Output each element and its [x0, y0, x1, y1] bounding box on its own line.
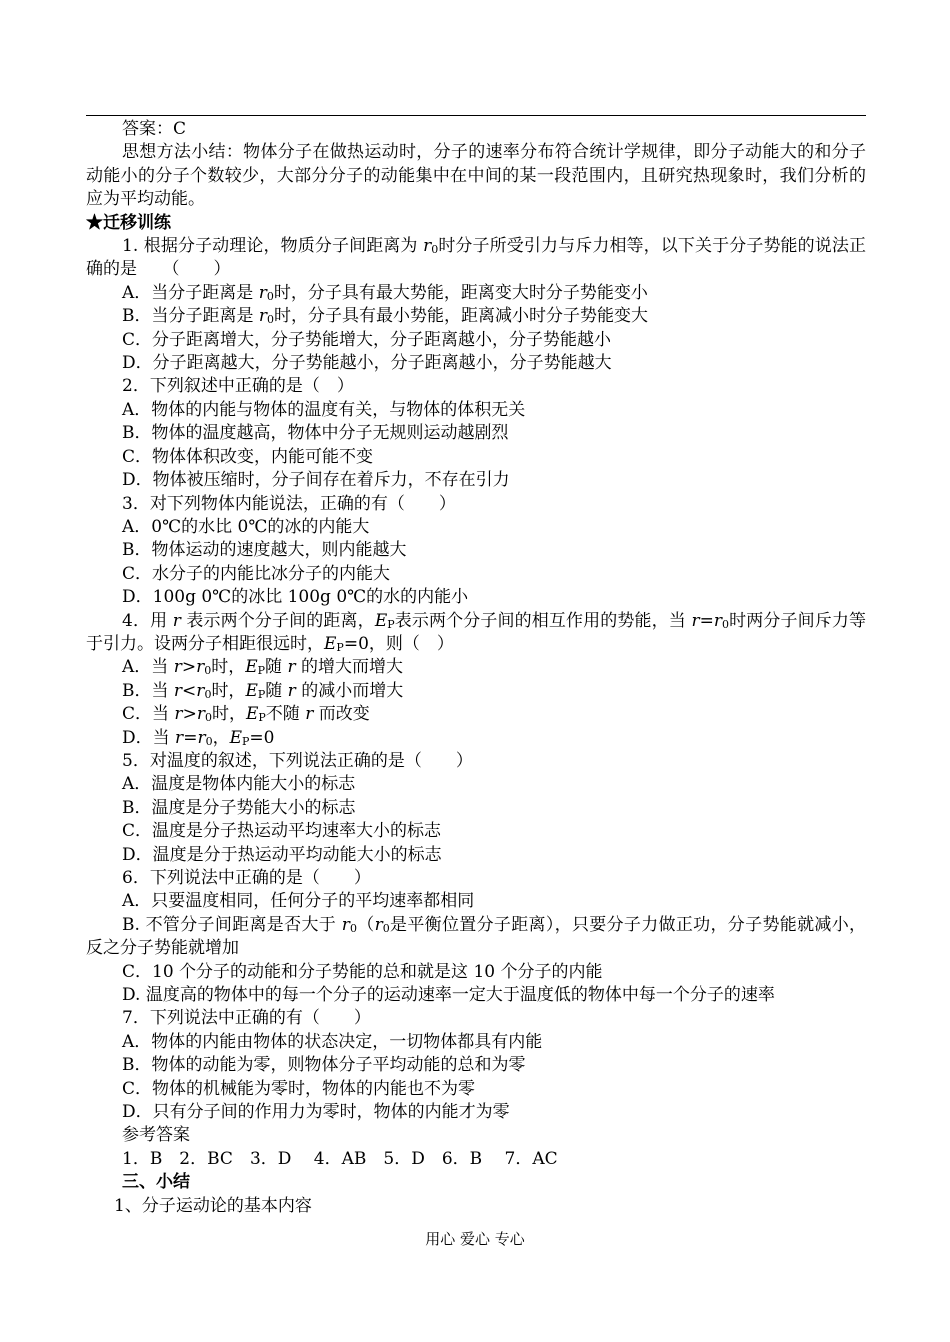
question-5-option-d: D．温度是分于热运动平均动能大小的标志 [122, 844, 442, 865]
summary-item-1: 1、分子运动论的基本内容 [114, 1195, 312, 1216]
section-summary-heading: 三、小结 [122, 1172, 190, 1193]
question-3-option-d: D．100g 0℃的冰比 100g 0℃的水的内能小 [122, 587, 469, 608]
question-2-option-c: C．物体体积改变，内能可能不变 [122, 446, 374, 467]
question-5-option-c: C．温度是分子热运动平均速率大小的标志 [122, 821, 442, 842]
answer-line: 答案：C [122, 119, 187, 139]
question-6-option-c: C．10 个分子的动能和分子势能的总和就是这 10 个分子的内能 [122, 961, 603, 982]
method-summary: 思想方法小结：物体分子在做热运动时，分子的速率分布符合统计学规律，即分子动能大的和分子动能小的分子个数较少，大部分分子的动能集中在中间的某一段范围内，且研究热现象时，我们分析的应为平均动能。 [86, 142, 866, 210]
page-footer: 用心 爱心 专心 [425, 1230, 525, 1248]
question-6-stem: 6．下列说法中正确的是（ ） [122, 868, 371, 888]
question-7-option-b: B．物体的动能为零，则物体分子平均动能的总和为零 [122, 1055, 526, 1076]
question-3-option-c: C．水分子的内能比冰分子的内能大 [122, 563, 391, 584]
question-6-option-d: D. 温度高的物体中的每一个分子的运动速率一定大于温度低的物体中每一个分子的速率 [122, 985, 775, 1006]
reference-answers-title: 参考答案 [122, 1125, 190, 1146]
question-4-option-a: A．当 $r>r_0$时，$E_P$随 r 的增大而增大 [122, 657, 403, 678]
question-1-option-d: D．分子距离越大，分子势能越小，分子距离越小，分子势能越大 [122, 353, 612, 374]
question-7-stem: 7．下列说法中正确的有（ ） [122, 1008, 371, 1029]
question-4-option-c: C．当 $r>r_0$时，$E_P$不随 r 而改变 [122, 704, 370, 725]
question-6-option-b: B. 不管分子间距离是否大于 $r_0(r_0$是平衡位置分子距离），只要分子力做正功，分子势能就减小，反之分子势能就增加 [86, 914, 867, 959]
header-rule [86, 115, 866, 116]
question-3-stem: 3．对下列物体内能说法，正确的有（ ） [122, 493, 456, 514]
question-4-option-d: D．当 $r=r_0$，$E_P=0$ [122, 727, 275, 748]
question-5-option-a: A．温度是物体内能大小的标志 [122, 774, 356, 795]
question-4-option-b: B．当 $r<r_0$时，$E_P$随 r 的减小而增大 [122, 680, 404, 701]
question-7-option-d: D．只有分子间的作用力为零时，物体的内能才为零 [122, 1102, 510, 1123]
question-2-option-a: A．物体的内能与物体的温度有关，与物体的体积无关 [122, 399, 526, 420]
document-body [86, 118, 866, 1218]
question-1-option-b: B．当分子距离是 $r_0$时，分子具有最小势能，距离减小时分子势能变大 [122, 306, 649, 327]
question-1-stem: 1. 根据分子动理论，物质分子间距离为 $r_0$时分子所受引力与斥力相等，以下关于分子势能的说法正确的是 （ ） [86, 236, 867, 280]
question-2-option-b: B．物体的温度越高，物体中分子无规则运动越剧烈 [122, 423, 509, 444]
question-3-option-a: A．0℃的水比 0℃的冰的内能大 [122, 516, 370, 537]
question-2-option-d: D．物体被压缩时，分子间存在着斥力，不存在引力 [122, 470, 510, 491]
question-5-stem: 5．对温度的叙述，下列说法正确的是（ ） [122, 750, 473, 771]
question-3-option-b: B．物体运动的速度越大，则内能越大 [122, 540, 407, 561]
reference-answers: 1．B 2．BC 3．D 4．AB 5．D 6．B 7．AC [122, 1148, 558, 1169]
question-5-option-b: B．温度是分子势能大小的标志 [122, 797, 356, 818]
question-6-option-a: A．只要温度相同，任何分子的平均速率都相同 [122, 891, 475, 912]
section-transfer-heading: ★迁移训练 [86, 212, 171, 233]
question-2-stem: 2．下列叙述中正确的是（ ） [122, 376, 354, 397]
question-7-option-a: A．物体的内能由物体的状态决定，一切物体都具有内能 [122, 1031, 543, 1052]
question-1-option-a: A．当分子距离是 $r_0$时，分子具有最大势能，距离变大时分子势能变小 [122, 282, 648, 303]
question-1-option-c: C．分子距离增大，分子势能增大，分子距离越小，分子势能越小 [122, 329, 612, 350]
question-4-stem: 4．用 r 表示两个分子间的距离，$E_P$表示两个分子间的相互作用的势能，当 $r=r_0$时两分子间斥力等于引力。设两分子相距很远时，$E_P=0$，则（ ） [86, 610, 866, 654]
question-7-option-c: C．物体的机械能为零时，物体的内能也不为零 [122, 1078, 476, 1099]
